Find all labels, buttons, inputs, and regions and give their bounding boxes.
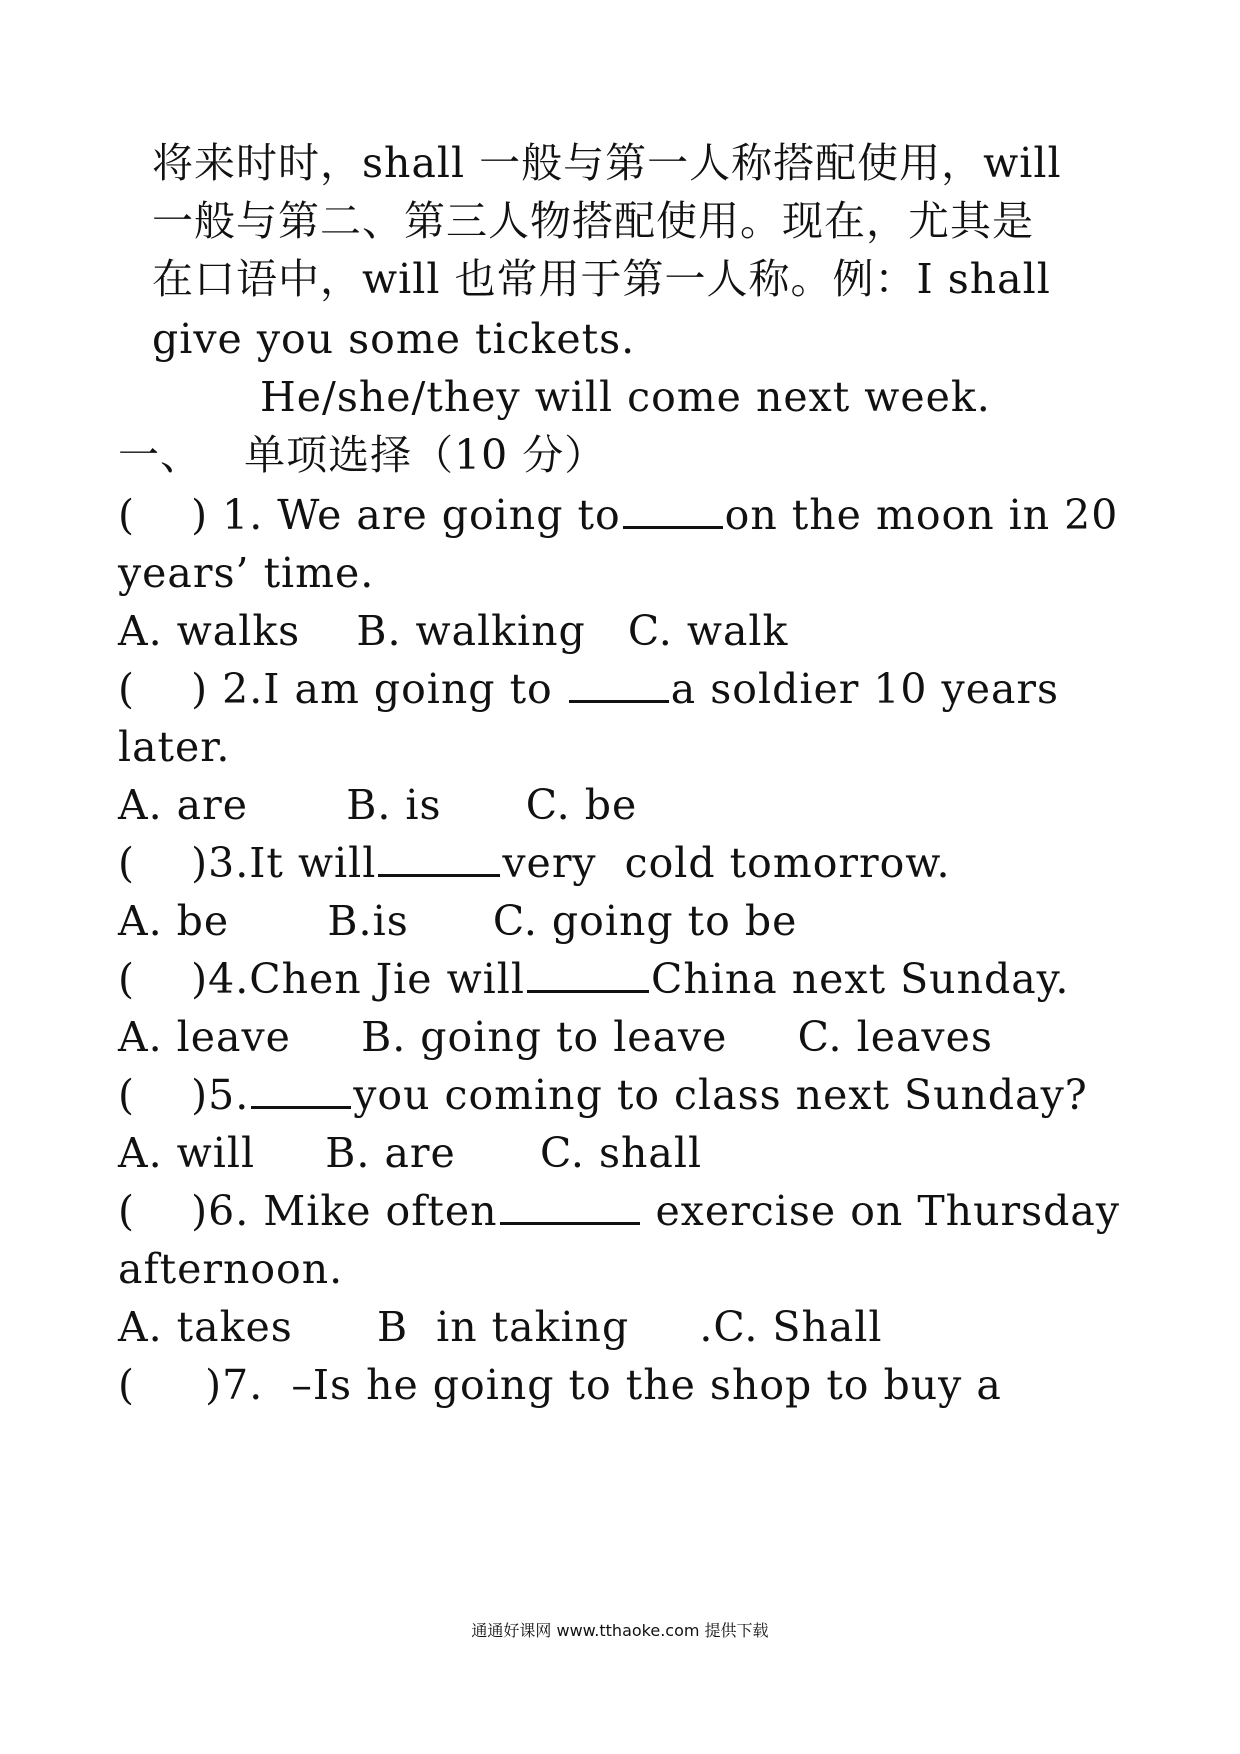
question-5 [118,1070,1088,1120]
answer-blank-1[interactable] [623,492,723,529]
intro-line-3: 在口语中，will 也常用于第一人称。例：I shall [152,255,1051,303]
answer-blank-3[interactable] [378,840,500,877]
question-2-stem-start: ( ) 2.I am going to [118,665,567,713]
question-3-options: A. be B.is C. going to be [118,897,798,945]
question-3 [118,838,951,888]
question-6-stem-end: exercise on Thursday [641,1187,1120,1235]
question-3-stem-start: ( )3.It will [118,839,377,887]
question-6-stem-start: ( )6. Mike often [118,1187,498,1235]
intro-line-2: 一般与第二、第三人物搭配使用。现在，尤其是 [152,197,1034,245]
question-6-continuation: afternoon. [118,1245,344,1293]
question-4-stem-end: China next Sunday. [651,955,1070,1003]
question-5-options: A. will B. are C. shall [118,1129,703,1177]
question-5-stem-end: you coming to class next Sunday? [353,1071,1088,1119]
footer-credit: 通通好课网 www.tthaoke.com 提供下载 [471,1621,769,1640]
intro-line-1: 将来时时，shall 一般与第一人称搭配使用，will [152,139,1062,187]
question-1 [118,490,1118,540]
intro-example: He/she/they will come next week. [260,373,991,421]
question-7: ( )7. –Is he going to the shop to buy a [118,1361,1002,1409]
intro-line-4: give you some tickets. [152,315,636,363]
question-6-options: A. takes B in taking .C. Shall [118,1303,883,1351]
question-1-options: A. walks B. walking C. walk [118,607,789,655]
question-2-stem-end: a soldier 10 years [670,665,1060,713]
answer-blank-2[interactable] [569,666,669,703]
question-1-stem-start: ( ) 1. We are going to [118,491,621,539]
section-title: 一、 单项选择（10 分） [118,431,607,479]
question-4 [118,954,1069,1004]
question-3-stem-end: very cold tomorrow. [502,839,951,887]
question-1-continuation: years’ time. [118,549,375,597]
question-2-options: A. are B. is C. be [118,781,638,829]
answer-blank-4[interactable] [527,956,649,993]
question-6 [118,1186,1120,1236]
question-2 [118,664,1059,714]
question-1-stem-end: on the moon in 20 [724,491,1119,539]
answer-blank-6[interactable] [500,1188,640,1225]
question-2-continuation: later. [118,723,231,771]
question-4-stem-start: ( )4.Chen Jie will [118,955,525,1003]
question-4-options: A. leave B. going to leave C. leaves [118,1013,993,1061]
question-5-stem-start: ( )5. [118,1071,250,1119]
answer-blank-5[interactable] [251,1072,351,1109]
